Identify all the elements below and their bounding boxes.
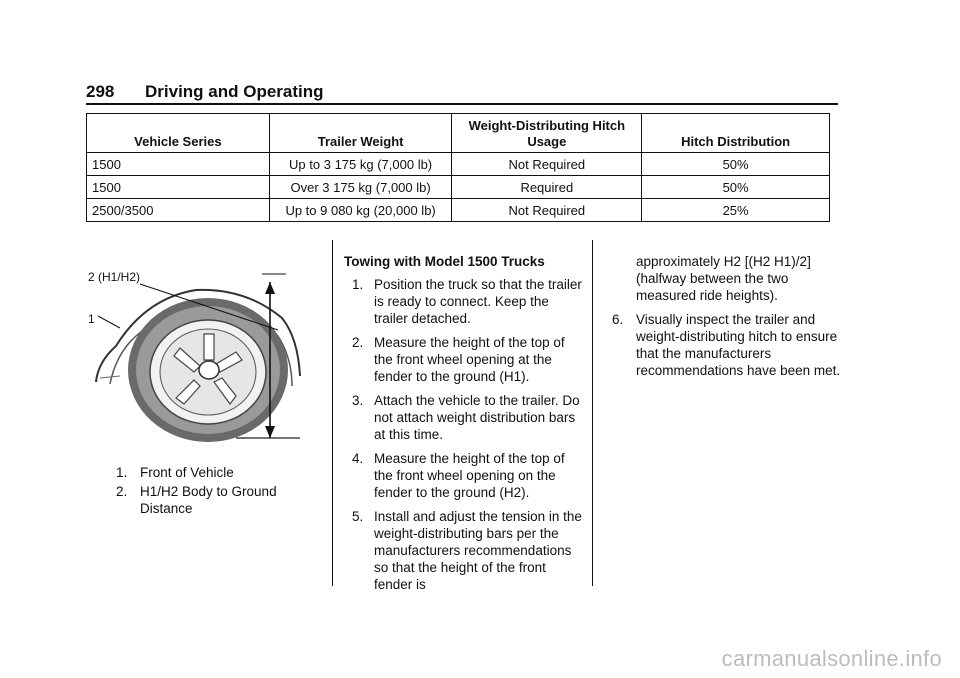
caption-item xyxy=(116,464,316,481)
caption-number: 1. xyxy=(116,465,128,480)
step-number: 4. xyxy=(352,451,364,466)
table-cell: 25% xyxy=(642,199,830,222)
table-cell: Up to 3 175 kg (7,000 lb) xyxy=(269,153,452,176)
list-item xyxy=(344,392,584,443)
caption-text: H1/H2 Body to Ground Distance xyxy=(140,484,277,516)
table-cell: 1500 xyxy=(87,176,270,199)
step-number: 1. xyxy=(352,277,364,292)
wheel-illustration xyxy=(86,262,306,442)
step-text: Measure the height of the top of the front wheel opening on the fender to the ground (H2). xyxy=(374,451,565,500)
step-number: 3. xyxy=(352,393,364,408)
column-divider xyxy=(332,240,333,586)
table-cell: 2500/3500 xyxy=(87,199,270,222)
caption-item xyxy=(116,483,316,517)
section-title: Driving and Operating xyxy=(145,82,324,101)
hitch-table xyxy=(86,113,830,222)
towing-instructions xyxy=(344,253,584,600)
table-cell: 50% xyxy=(642,153,830,176)
step-number: 5. xyxy=(352,509,364,524)
list-item xyxy=(344,334,584,385)
table-row xyxy=(87,153,830,176)
wheel-height-figure xyxy=(86,262,306,442)
step-text: Attach the vehicle to the trailer. Do not attach weight distribution bars at this time. xyxy=(374,393,580,442)
page-number: 298 xyxy=(86,82,115,101)
list-item xyxy=(344,508,584,593)
column-divider xyxy=(592,240,593,586)
list-item xyxy=(344,450,584,501)
step-continuation: approximately H2 [(H2 H1)/2] (halfway between the two measured ride heights). xyxy=(636,254,811,303)
header-rule xyxy=(86,103,838,105)
table-cell: Over 3 175 kg (7,000 lb) xyxy=(269,176,452,199)
towing-instructions-continued xyxy=(612,253,842,386)
caption-number: 2. xyxy=(116,484,128,499)
list-item xyxy=(344,276,584,327)
table-cell: Required xyxy=(452,176,642,199)
figure-label-2: 2 (H1/H2) xyxy=(88,270,141,284)
table-header-row xyxy=(87,114,830,153)
caption-text: Front of Vehicle xyxy=(140,465,234,480)
step-number: 6. xyxy=(612,312,624,327)
step-text: Visually inspect the trailer and weight-distributing hitch to ensure that the manufacturers recommendations have been met. xyxy=(636,312,841,378)
table-cell: Not Required xyxy=(452,153,642,176)
step-text: Measure the height of the top of the front wheel opening at the fender to the ground (H1). xyxy=(374,335,565,384)
page-header xyxy=(86,82,838,106)
table-cell: 50% xyxy=(642,176,830,199)
table-cell: Up to 9 080 kg (20,000 lb) xyxy=(269,199,452,222)
table-cell: Not Required xyxy=(452,199,642,222)
figure-caption xyxy=(116,464,316,519)
step-text: Position the truck so that the trailer is ready to connect. Keep the trailer detached. xyxy=(374,277,582,326)
towing-heading: Towing with Model 1500 Trucks xyxy=(344,254,545,269)
table-row xyxy=(87,176,830,199)
list-item xyxy=(612,311,842,379)
table-row xyxy=(87,199,830,222)
col-header-vehicle-series: Vehicle Series xyxy=(87,114,270,153)
col-header-trailer-weight: Trailer Weight xyxy=(269,114,452,153)
col-header-hitch-usage: Weight-Distributing Hitch Usage xyxy=(452,114,642,153)
step-number: 2. xyxy=(352,335,364,350)
watermark: carmanualsonline.info xyxy=(721,646,942,671)
step-text: Install and adjust the tension in the weight-distributing bars per the manufacturers recommendations so that the height of the front fender is xyxy=(374,509,582,592)
figure-label-1: 1 xyxy=(88,312,95,326)
col-header-hitch-distribution: Hitch Distribution xyxy=(642,114,830,153)
table-cell: 1500 xyxy=(87,153,270,176)
